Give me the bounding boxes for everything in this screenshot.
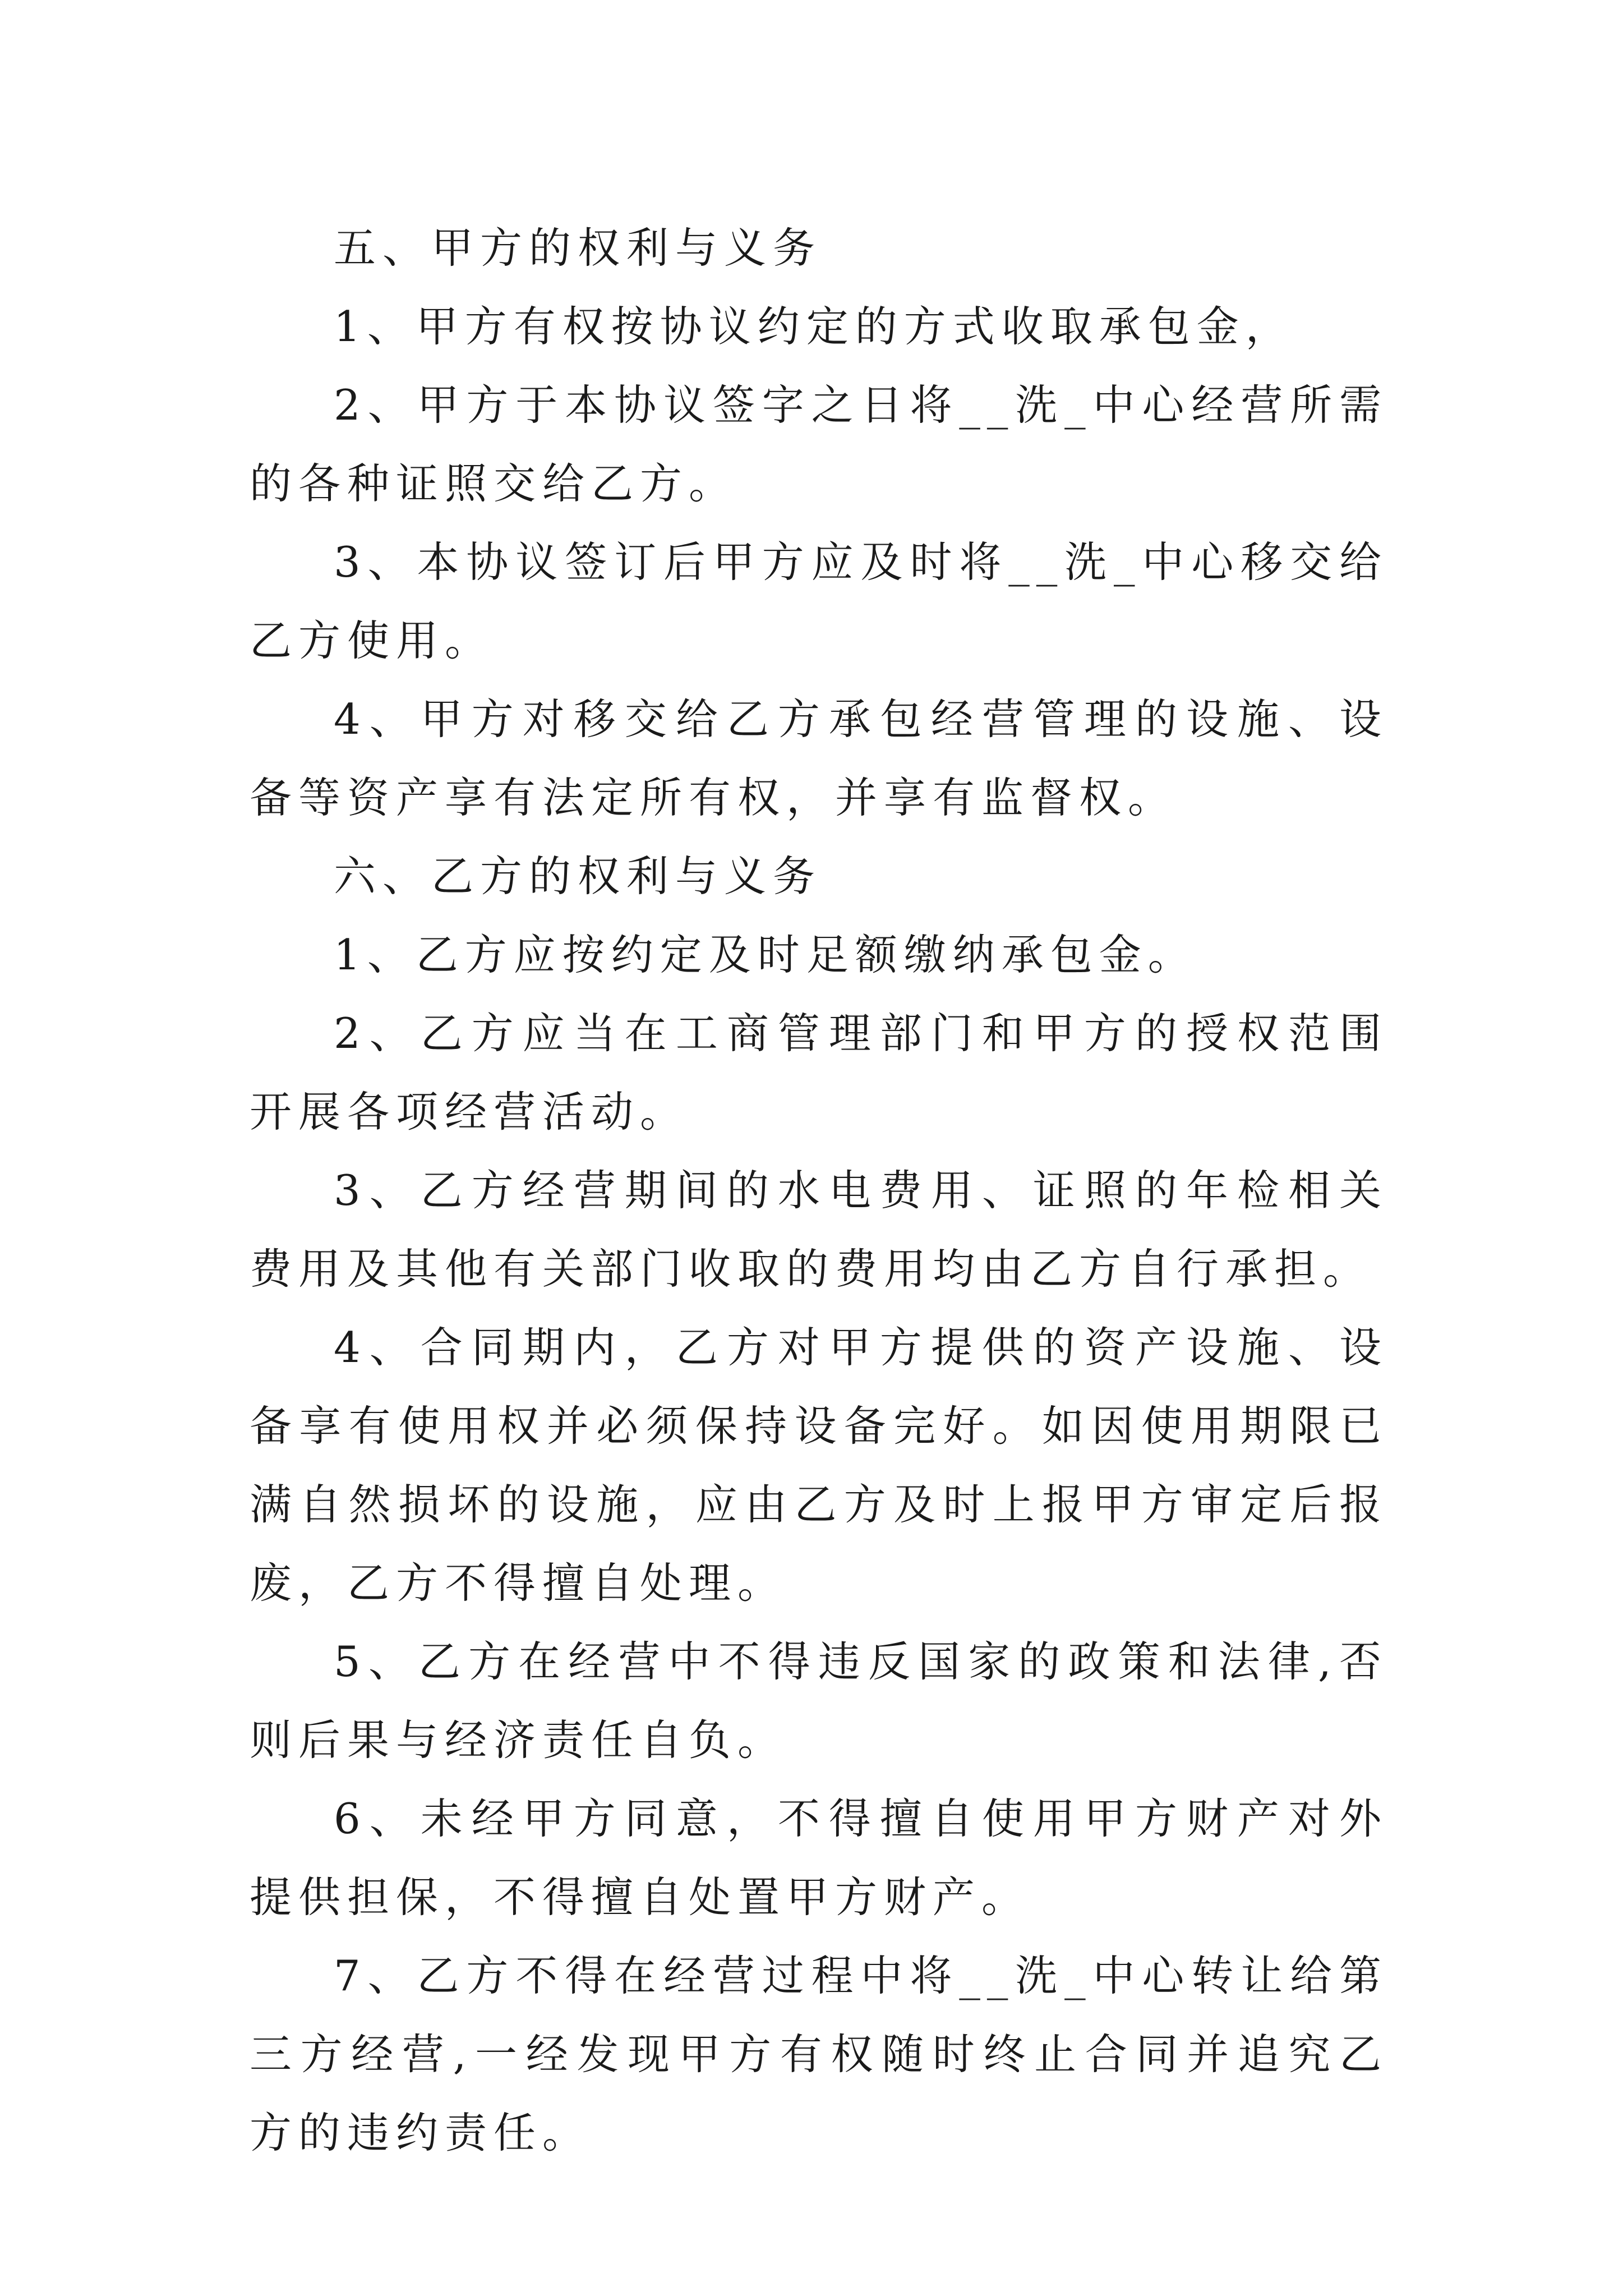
paragraph: 6、未经甲方同意，不得擅自使用甲方财产对外提供担保，不得擅自处置甲方财产。 xyxy=(250,1794,1388,1922)
paragraph: 7、乙方不得在经营过程中将__洗_中心转让给第三方经营,一经发现甲方有权随时终止合同并追究乙方的违约责任。 xyxy=(250,1951,1388,2157)
paragraph: 1、甲方有权按协议约定的方式收取承包金， xyxy=(334,302,1294,351)
paragraph: 3、本协议签订后甲方应及时将__洗_中心移交给乙方使用。 xyxy=(250,537,1388,665)
paragraph: 2、甲方于本协议签字之日将__洗_中心经营所需的各种证照交给乙方。 xyxy=(250,380,1388,508)
paragraph: 4、甲方对移交给乙方承包经营管理的设施、设备等资产享有法定所有权，并享有监督权。 xyxy=(250,694,1388,822)
paragraph: 1、乙方应按约定及时足额缴纳承包金。 xyxy=(334,930,1197,979)
document-body xyxy=(250,209,1388,2172)
paragraph: 4、合同期内，乙方对甲方提供的资产设施、设备享有使用权并必须保持设备完好。如因使用期限已满自然损坏的设施，应由乙方及时上报甲方审定后报废，乙方不得擅自处理。 xyxy=(250,1323,1388,1608)
paragraph: 5、乙方在经营中不得违反国家的政策和法律,否则后果与经济责任自负。 xyxy=(250,1637,1388,1765)
paragraph: 2、乙方应当在工商管理部门和甲方的授权范围开展各项经营活动。 xyxy=(250,1009,1388,1137)
section-heading-party-b: 六、乙方的权利与义务 xyxy=(334,852,822,901)
section-heading-party-a: 五、甲方的权利与义务 xyxy=(334,223,822,273)
paragraph: 3、乙方经营期间的水电费用、证照的年检相关费用及其他有关部门收取的费用均由乙方自行承担。 xyxy=(250,1166,1388,1294)
